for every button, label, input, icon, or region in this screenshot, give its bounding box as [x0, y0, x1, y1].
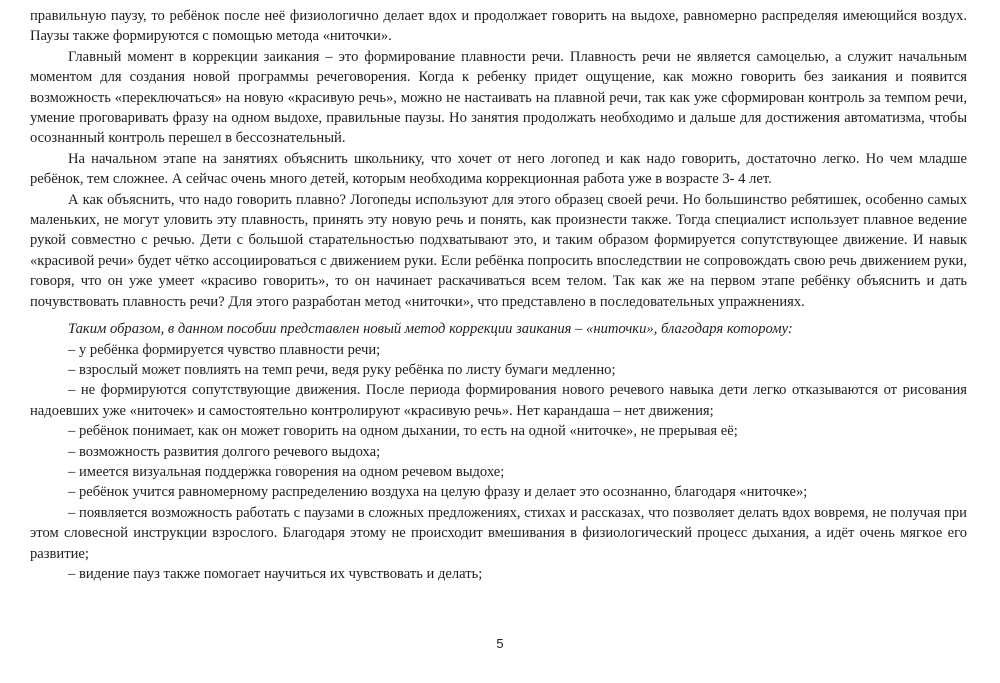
paragraph-how-to-explain: А как объяснить, что надо говорить плавно? Логопеды используют для этого образец своей речи. Но большинство ребятишек, особенно самых маленьких, не могут уловить эту плавность, принять эту новую речь и понять, как произнести также. Тогда специалист использует плавное ведение рукой совместно с речью. Дети с большой старательностью подхватывают это, и таким образом формируется сопутствующее движение. И навык «красивой речи» будет чётко ассоциироваться с движением руки. Если ребёнка попросить впоследствии не сопровождать свою речь движением руки, говоря, что он уже умеет «красиво говорить», то он начинает раскачиваться всем телом. Так как же на первом этапе ребёнку объяснить и дать почувствовать плавность речи? Для этого разработан метод «ниточки», что представлено в последовательных упражнениях.: [30, 191, 967, 310]
document-body: [30, 6, 967, 584]
list-item: – ребёнок учится равномерному распределению воздуха на целую фразу и делает это осознанно, благодаря «ниточке»;: [68, 484, 808, 501]
list-item: – имеется визуальная поддержка говорения на одном речевом выдохе;: [68, 463, 505, 480]
list-item: – у ребёнка формируется чувство плавности речи;: [68, 341, 381, 358]
paragraph-continuation: правильную паузу, то ребёнок после неё физиологично делает вдох и продолжает говорить на выдохе, равномерно распределяя имеющийся воздух. Паузы также формируются с помощью метода «ниточки».: [30, 8, 967, 45]
benefits-list: [30, 340, 967, 585]
list-item: – возможность развития долгого речевого выдоха;: [68, 443, 381, 460]
list-item: – появляется возможность работать с паузами в сложных предложениях, стихах и рассказах, что позволяет делать вдох вовремя, не получая при этом словесной инструкции взрослого. Благодаря этому не происходит вмешивания в физиологический процесс дыхания, а идёт очень мягкое его развитие;: [30, 504, 967, 562]
section-gap: [30, 312, 967, 319]
list-item: – ребёнок понимает, как он может говорить на одном дыхании, то есть на одной «ниточке», не прерывая её;: [68, 423, 738, 440]
page-number: 5: [496, 636, 504, 651]
list-item: – не формируются сопутствующие движения. После периода формирования нового речевого навыка дети легко отказываются от рисования надоевших уже «ниточек» и самостоятельно контролируют «красивую речь». Нет карандаша – нет движения;: [30, 382, 967, 419]
paragraph-fluency: Главный момент в коррекции заикания – это формирование плавности речи. Плавность речи не является самоцелью, а служит начальным моментом для создания новой программы речеговорения. Когда к ребенку придет ощущение, как можно говорить без заикания и появится возможность «переключаться» на новую «красивую речь», можно не настаивать на плавной речи, так как уже сформирован контроль за темпом речи, умение проговаривать фразу на одном выдохе, правильные паузы. Но занятия продолжать необходимо и дальше для достижения автоматизма, чтобы осознанный контроль перешел в бессознательный.: [30, 48, 967, 147]
list-item: – взрослый может повлиять на темп речи, ведя руку ребёнка по листу бумаги медленно;: [68, 361, 616, 378]
list-intro: Таким образом, в данном пособии представлен новый метод коррекции заикания – «ниточки», благодаря которому:: [68, 321, 793, 338]
paragraph-initial-stage: На начальном этапе на занятиях объяснить школьнику, что хочет от него логопед и как надо говорить, достаточно легко. Но чем младше ребёнок, тем сложнее. А сейчас очень много детей, которым необходима коррекционная работа уже в возрасте 3- 4 лет.: [30, 150, 967, 188]
list-item: – видение пауз также помогает научиться их чувствовать и делать;: [68, 565, 483, 582]
